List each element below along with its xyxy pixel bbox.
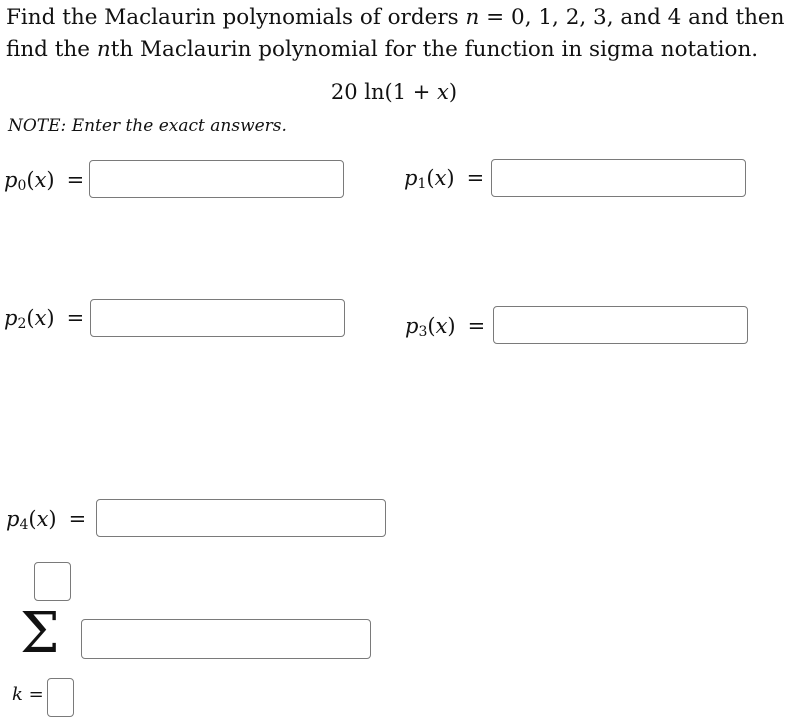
p4-answer-input[interactable] — [96, 499, 386, 537]
sigma-index-label: k = — [12, 684, 44, 705]
sigma-summand-input[interactable] — [81, 619, 371, 659]
p1-answer-input[interactable] — [491, 159, 746, 197]
sigma-upper-limit-input[interactable] — [34, 562, 71, 601]
p0-answer-input[interactable] — [89, 160, 344, 198]
p3-label: $p_3(x)$ = — [405, 314, 486, 340]
p4-label: $p_4(x)$ = — [6, 507, 87, 533]
p0-label: $p_0(x)$ = — [4, 168, 85, 194]
p1-label: $p_1(x)$ = — [404, 166, 485, 192]
p2-label: $p_2(x)$ = — [4, 306, 85, 332]
function-expression: 20 ln(1 + x) — [330, 80, 458, 104]
problem-line-2: find the nth Maclaurin polynomial for the function in sigma notation. — [6, 37, 759, 62]
p2-answer-input[interactable] — [90, 299, 345, 337]
sigma-symbol: Σ — [20, 601, 60, 666]
note-text: NOTE: Enter the exact answers. — [8, 116, 287, 136]
p3-answer-input[interactable] — [493, 306, 748, 344]
problem-statement — [6, 2, 786, 66]
sigma-lower-limit-input[interactable] — [47, 678, 74, 717]
problem-line-1: Find the Maclaurin polynomials of orders n = 0, 1, 2, 3, and 4 and then — [6, 5, 785, 30]
